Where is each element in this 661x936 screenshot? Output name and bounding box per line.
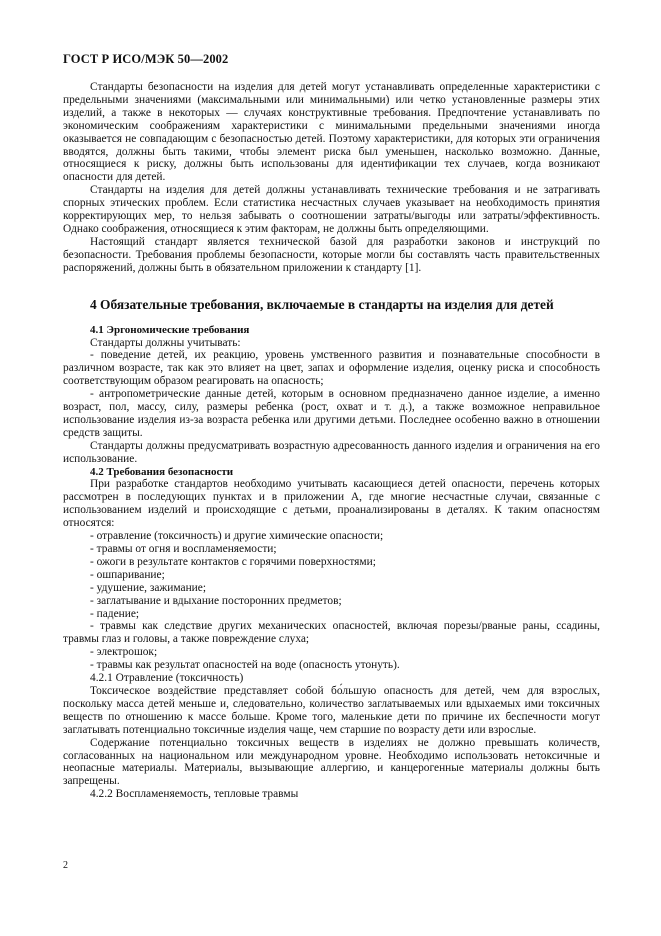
section-4-2-2-title: 4.2.2 Воспламеняемость, тепловые травмы [90, 788, 299, 801]
hazard-list-item: - травмы как следствие других механических опасностей, включая порезы/рваные раны, ссадины, травмы глаз и головы, а также повреждение слуха; [63, 620, 600, 646]
intro-paragraph-1: Стандарты безопасности на изделия для детей могут устанавливать определенные характеристики с предельными значениями (максимальными или минимальными) или четко установленные размеры этих изделий, а также в некоторых — случаях конструктивные требования. Предпочтение устанавливать по экономическим соображениям характеристики с минимальными предельными значениями иногда оказывается не совпадающим с безопасностью детей. Поэтому характеристики, для которых эти ограничения вводятся, должны быть такими, чтобы элемент риска был уменьшен, насколько возможно. Данные, относящиеся к риску, должны быть использованы для идентификации тех случаев, когда возникают опасности для детей. [63, 81, 600, 184]
section-4-1-closing: Стандарты должны предусматривать возрастную адресованность данного изделия и ограничения на его использование. [63, 439, 600, 465]
page-number: 2 [63, 860, 68, 871]
intro-paragraph-2: Стандарты на изделия для детей должны устанавливать технические требования и не затрагивать спорных этических проблем. Если статистика несчастных случаев указывает на необходимость принятия корректирующих мер, то нельзя забывать о соотношении затраты/выгоды или затраты/эффективность. Однако соображения, относящиеся к этим факторам, не должны быть определяющими. [63, 184, 600, 235]
section-4-title: 4 Обязательные требования, включаемые в стандарты на изделия для детей [90, 296, 554, 312]
section-4-1-item: - поведение детей, их реакцию, уровень умственного развития и познавательные способности в различном возрасте, так как это влияет на цвет, запах и оформление изделия, оценку риска и способность соответствующим образом реагировать на опасность; [63, 349, 600, 388]
hazard-list-item: - удушение, зажимание; [90, 581, 206, 594]
section-4-1-title: 4.1 Эргономические требования [90, 323, 250, 336]
intro-paragraph-3: Настоящий стандарт является технической базой для разработки законов и инструкций по безопасности. Требования проблемы безопасности, которые могли бы составлять часть правительственных распоряжений, должны быть в обязательном приложении к стандарту [1]. [63, 235, 600, 274]
section-4-2-title: 4.2 Требования безопасности [90, 465, 234, 478]
section-4-2-1-paragraph-2: Содержание потенциально токсичных веществ в изделиях не должно превышать количеств, согласованных на национальном или международном уровне. Необходимо использовать нетоксичные и неопасные материалы. Материалы, вызывающие аллергию, и канцерогенные материалы должны быть запрещены. [63, 736, 600, 788]
hazard-list-item: - травмы как результат опасностей на воде (опасность утонуть). [90, 659, 400, 672]
hazard-list-item: - падение; [90, 607, 140, 620]
section-4-1-lead: Стандарты должны учитывать: [90, 336, 241, 349]
section-4-2-1-paragraph-1: Токсическое воздействие представляет собой бо́льшую опасность для детей, чем для взрослых, поскольку масса детей меньше и, следовательно, количество заглатываемых или вдыхаемых ими токсичных веществ по отношению к массе больше. Кроме того, маленькие дети по причине их беспечности могут заглатывать потенциально токсичные изделия чаще, чем старшие по возрасту дети или взрослые. [63, 684, 600, 736]
hazard-list-item: - травмы от огня и воспламеняемости; [90, 543, 277, 555]
page-header: ГОСТ Р ИСО/МЭК 50—2002 [63, 52, 229, 66]
hazard-list-item: - заглатывание и вдыхание посторонних предметов; [90, 594, 342, 607]
document-body [63, 81, 600, 801]
hazard-list-item: - ошпаривание; [90, 568, 165, 581]
hazard-list-item: - электрошок; [90, 646, 158, 659]
section-4-2-1-title: 4.2.1 Отравление (токсичность) [90, 672, 244, 685]
hazard-list-item: - ожоги в результате контактов с горячими поверхностями; [90, 555, 376, 568]
section-4-1-item: - антропометрические данные детей, которым в основном предназначено данное изделие, а именно возраст, пол, массу, силу, размеры ребенка (рост, охват и т. д.), а также возможное неправильное использование изделия из-за возраста ребенка или другими детьми. Последнее особенно важно в отношении средств защиты. [63, 388, 600, 439]
section-4-2-lead: При разработке стандартов необходимо учитывать касающиеся детей опасности, перечень которых рассмотрен в последующих пунктах и в приложении А, где многие несчастные случаи, связанные с использованием изделий и происходящие с детьми, проанализированы в деталях. К таким опасностям относятся: [63, 478, 600, 530]
hazard-list-item: - отравление (токсичность) и другие химические опасности; [90, 530, 384, 543]
